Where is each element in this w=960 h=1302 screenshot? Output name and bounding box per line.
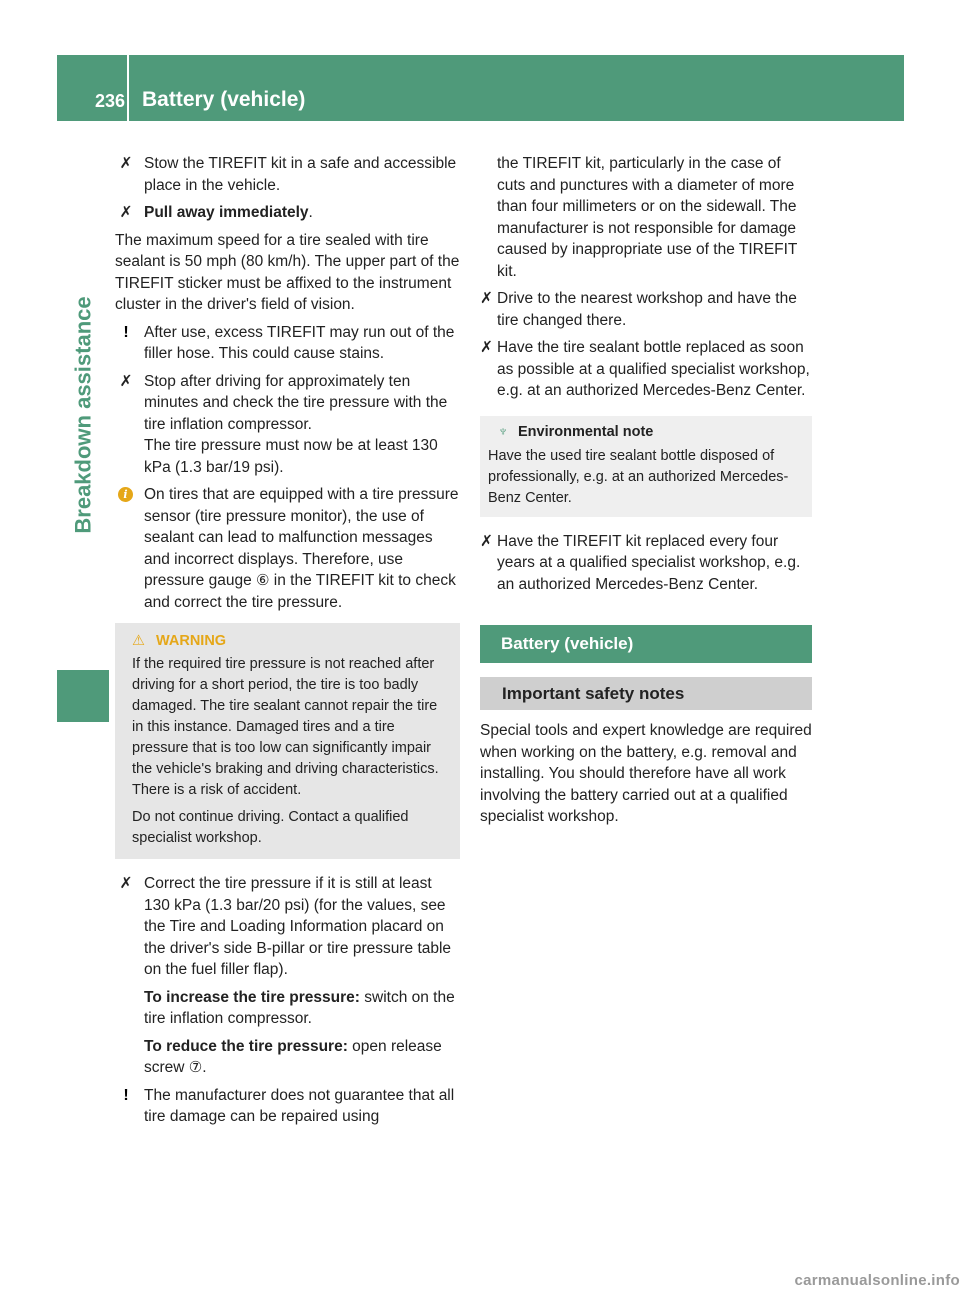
step-check-pressure: ✗ Stop after driving for approximately ten minutes and check the tire pressure with the tire inflation compressor. The tire pressure must now be at least 130 kPa (1.3 bar/19 psi). <box>115 371 460 479</box>
environmental-note-box <box>480 416 812 517</box>
note-stains: ! After use, excess TIREFIT may run out of the filler hose. This could cause stains. <box>115 322 460 365</box>
step-arrow-icon: ✗ <box>480 532 493 550</box>
manufacturer-note-continued: the TIREFIT kit, particularly in the case of cuts and punctures with a diameter of more than four millimeters or on the sidewall. The manufacturer is not responsible for damage caused by inappropriate use of the TIREFIT kit. <box>497 155 798 280</box>
header-divider <box>127 55 129 121</box>
step-arrow-icon: ✗ <box>119 875 133 892</box>
right-column <box>480 153 812 834</box>
safety-notes-text: Special tools and expert knowledge are required when working on the battery, e.g. removal and installing. You should therefore have all work involving the battery carried out at a qualified specialist workshop. <box>480 722 812 825</box>
info-icon: i <box>118 487 133 502</box>
environmental-note-title: ♆ Environmental note <box>488 422 802 443</box>
step-pull-away: ✗ Pull away immediately. <box>115 202 460 224</box>
page-title: Battery (vehicle) <box>142 88 306 111</box>
environmental-note-text: Have the used tire sealant bottle disposed of professionally, e.g. at an authorized Mercedes-Benz Center. <box>488 447 789 506</box>
subsection-heading-safety: Important safety notes <box>480 677 812 711</box>
side-tab-label: Breakdown assistance <box>70 296 96 534</box>
watermark: carmanualsonline.info <box>794 1272 960 1289</box>
exclamation-icon: ! <box>123 323 129 341</box>
side-tab <box>57 130 109 700</box>
step-arrow-icon: ✗ <box>119 155 133 172</box>
section-heading-battery: Battery (vehicle) <box>480 625 812 663</box>
environment-leaf-icon: ♆ <box>497 423 509 440</box>
increase-pressure-instruction: To increase the tire pressure: switch on the tire inflation compressor. <box>144 988 455 1027</box>
warning-text: If the required tire pressure is not reached after driving for a short period, the tire is too badly damaged. The tire sealant cannot repair the tire in this instance. Damaged tires and a tire pressure that is too low can significantly impair the vehicle's braking and driving characteristics. There is a risk of accident. <box>132 656 439 798</box>
warning-title: ⚠ WARNING <box>132 631 450 652</box>
step-stow-kit: ✗ Stow the TIREFIT kit in a safe and accessible place in the vehicle. <box>115 153 460 196</box>
page-number: 236 <box>94 91 125 111</box>
note-manufacturer: ! The manufacturer does not guarantee that all tire damage can be repaired using <box>115 1085 460 1128</box>
left-column <box>115 153 460 1134</box>
max-speed-paragraph: The maximum speed for a tire sealed with tire sealant is 50 mph (80 km/h). The upper part of the TIREFIT sticker must be affixed to the instrument cluster in the driver's field of vision. <box>115 231 460 313</box>
warning-box <box>115 623 460 859</box>
reduce-pressure-instruction: To reduce the tire pressure: open release screw ⑦. <box>144 1037 442 1076</box>
step-arrow-icon: ✗ <box>480 339 493 356</box>
warning-triangle-icon: ⚠ <box>132 633 145 649</box>
step-arrow-icon: ✗ <box>480 290 493 307</box>
side-tab-marker <box>57 670 109 722</box>
warning-instruction: Do not continue driving. Contact a qualified specialist workshop. <box>132 809 409 846</box>
step-arrow-icon: ✗ <box>119 204 133 221</box>
step-drive-workshop: ✗ Drive to the nearest workshop and have the tire changed there. <box>480 290 797 329</box>
step-correct-pressure: ✗ Correct the tire pressure if it is still at least 130 kPa (1.3 bar/20 psi) (for the values, see the Tire and Loading Information placard on the driver's side B-pillar or tire pressure table on the fuel filler flap). To increase the tire pressure: switch on the tire inflation compressor. To reduce the tire pressure: open release screw ⑦. <box>115 873 460 1079</box>
exclamation-icon: ! <box>123 1086 129 1104</box>
step-replace-kit: ✗ Have the TIREFIT kit replaced every four years at a qualified specialist workshop, e.g. an authorized Mercedes-Benz Center. <box>480 532 801 593</box>
step-replace-bottle: ✗ Have the tire sealant bottle replaced as soon as possible at a qualified specialist workshop, e.g. at an authorized Mercedes-Benz Center. <box>480 339 810 399</box>
info-pressure-sensor: i On tires that are equipped with a tire pressure sensor (tire pressure monitor), the use of sealant can lead to malfunction messages and incorrect displays. Therefore, use pressure gauge ⑥ in the TIREFIT kit to check and correct the tire pressure. <box>115 484 460 613</box>
step-arrow-icon: ✗ <box>119 372 133 390</box>
